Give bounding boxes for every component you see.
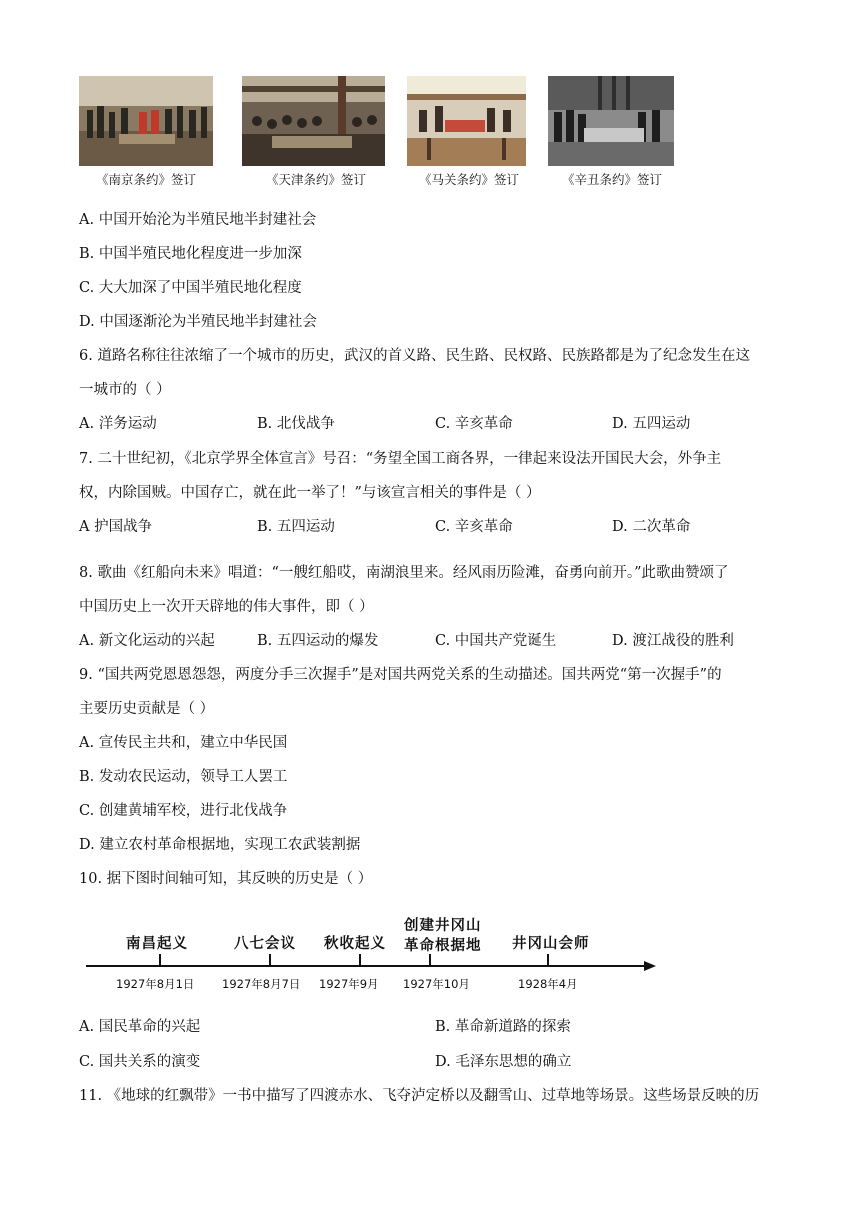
timeline-event-jinggangshan-line1: 创建井冈山 bbox=[404, 918, 482, 934]
photo-caption-shimonoseki: 《马关条约》签订 bbox=[419, 172, 520, 187]
q8-stem-line1: 8. 歌曲《红船向未来》唱道：“一艘红船哎，南湖浪里来。经风雨历险滩，奋勇向前开。”此歌曲赞颂了 bbox=[79, 565, 729, 581]
photo-caption-xinchou: 《辛丑条约》签订 bbox=[562, 172, 663, 187]
q7-option-a: A 护国战争 bbox=[79, 519, 153, 535]
q8-option-a: A. 新文化运动的兴起 bbox=[79, 633, 215, 649]
q6-stem-line1: 6. 道路名称往往浓缩了一个城市的历史，武汉的首义路、民生路、民权路、民族路都是为了纪念发生在这 bbox=[79, 348, 750, 364]
q9-option-c: C. 创建黄埔军校，进行北伐战争 bbox=[79, 803, 288, 819]
q7-option-c: C. 辛亥革命 bbox=[435, 519, 513, 535]
photo-caption-tianjin: 《天津条约》签订 bbox=[266, 172, 367, 187]
q8-option-b: B. 五四运动的爆发 bbox=[257, 633, 379, 649]
q5-option-a: A. 中国开始沦为半殖民地半封建社会 bbox=[79, 212, 317, 228]
timeline-event-jinggangshan-meeting: 井冈山会师 bbox=[512, 936, 590, 952]
photo-caption-nanjing: 《南京条约》签订 bbox=[96, 172, 197, 187]
q8-stem-line2: 中国历史上一次开天辟地的伟大事件，即（ ） bbox=[79, 599, 374, 615]
q9-option-a: A. 宣传民主共和，建立中华民国 bbox=[79, 735, 288, 751]
q7-option-d: D. 二次革命 bbox=[612, 519, 691, 535]
timeline-date-5: 1928年4月 bbox=[518, 977, 578, 991]
q6-stem-line2: 一城市的（ ） bbox=[79, 382, 171, 398]
q11-stem-line1: 11. 《地球的红飘带》一书中描写了四渡赤水、飞夺泸定桥以及翻雪山、过草地等场景。这些场景反映的历 bbox=[79, 1088, 760, 1104]
timeline-date-4: 1927年10月 bbox=[403, 977, 470, 991]
q6-option-b: B. 北伐战争 bbox=[257, 416, 335, 432]
q6-option-d: D. 五四运动 bbox=[612, 416, 691, 432]
q8-option-c: C. 中国共产党诞生 bbox=[435, 633, 557, 649]
q7-option-b: B. 五四运动 bbox=[257, 519, 335, 535]
q8-option-d: D. 渡江战役的胜利 bbox=[612, 633, 734, 649]
q10-option-c: C. 国共关系的演变 bbox=[79, 1054, 201, 1070]
q6-option-c: C. 辛亥革命 bbox=[435, 416, 513, 432]
q7-stem-line2: 权，内除国贼。中国存亡，就在此一举了！”与该宣言相关的事件是（ ） bbox=[79, 485, 541, 501]
q9-stem-line2: 主要历史贡献是（ ） bbox=[79, 701, 215, 717]
q9-option-d: D. 建立农村革命根据地，实现工农武装割据 bbox=[79, 837, 361, 853]
timeline-date-3: 1927年9月 bbox=[319, 977, 379, 991]
q5-option-d: D. 中国逐渐沦为半殖民地半封建社会 bbox=[79, 314, 317, 330]
q10-stem: 10. 据下图时间轴可知，其反映的历史是（ ） bbox=[79, 871, 373, 887]
timeline-event-autumn-harvest: 秋收起义 bbox=[324, 936, 386, 952]
timeline-event-jinggangshan-line2: 革命根据地 bbox=[404, 938, 482, 954]
q9-stem-line1: 9. “国共两党恩恩怨怨，两度分手三次握手”是对国共两党关系的生动描述。国共两党“第一次握手”的 bbox=[79, 667, 722, 683]
q9-option-b: B. 发动农民运动，领导工人罢工 bbox=[79, 769, 288, 785]
timeline-event-nanchang: 南昌起义 bbox=[126, 936, 188, 952]
q10-option-a: A. 国民革命的兴起 bbox=[79, 1019, 201, 1035]
q5-option-b: B. 中国半殖民地化程度进一步加深 bbox=[79, 246, 302, 262]
timeline-event-august7: 八七会议 bbox=[234, 936, 296, 952]
q5-option-c: C. 大大加深了中国半殖民地化程度 bbox=[79, 280, 302, 296]
q10-option-b: B. 革命新道路的探索 bbox=[435, 1019, 571, 1035]
timeline-date-1: 1927年8月1日 bbox=[116, 977, 195, 991]
q7-stem-line1: 7. 二十世纪初，《北京学界全体宣言》号召：“务望全国工商各界，一律起来设法开国民大会，外争主 bbox=[79, 451, 722, 467]
timeline-date-2: 1927年8月7日 bbox=[222, 977, 301, 991]
q10-option-d: D. 毛泽东思想的确立 bbox=[435, 1054, 572, 1070]
q6-option-a: A. 洋务运动 bbox=[79, 416, 157, 432]
